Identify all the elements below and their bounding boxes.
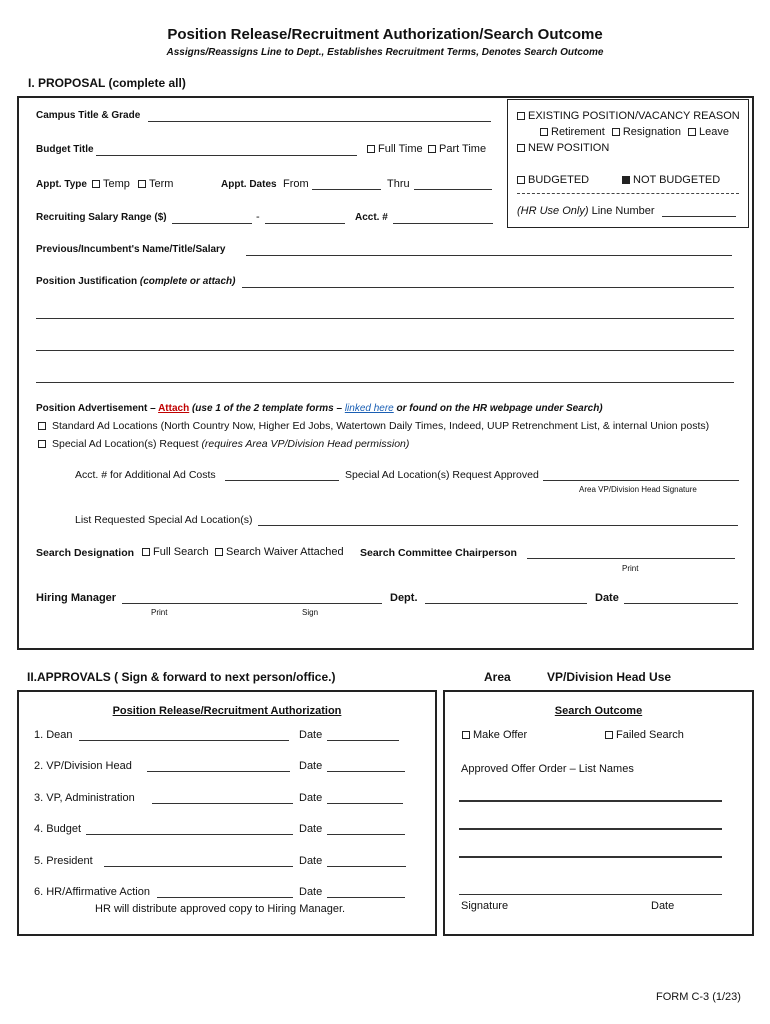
new-position-label: NEW POSITION [528, 142, 610, 154]
approver-5-signature-field[interactable] [104, 866, 293, 867]
area-label: Area [484, 670, 511, 684]
outcome-signature-line[interactable] [459, 894, 722, 895]
approver-3-label: 3. VP, Administration [34, 792, 135, 804]
special-ad-note: (requires Area VP/Division Head permission) [201, 438, 410, 450]
approver-5-date-field[interactable] [327, 866, 406, 867]
failed-search-option[interactable] [605, 729, 684, 741]
outcome-signature-caption: Signature [461, 900, 509, 912]
section1-heading: I. PROPOSAL (complete all) [28, 76, 186, 90]
approver-3-signature-field[interactable] [152, 803, 293, 804]
full-search-label: Full Search [153, 546, 209, 558]
part-time-checkbox[interactable] [428, 145, 436, 153]
approver-5-date-label: Date [299, 855, 323, 867]
budgeted-option[interactable] [517, 174, 589, 186]
full-time-checkbox[interactable] [367, 145, 375, 153]
approver-4-signature-field[interactable] [86, 834, 293, 835]
dept-field[interactable] [425, 603, 587, 604]
justification-line-1[interactable] [242, 287, 734, 288]
form-title: Position Release/Recruitment Authorization/Search Outcome [167, 26, 603, 43]
not-budgeted-option[interactable] [622, 174, 720, 186]
salary-dash: - [256, 211, 260, 223]
appt-dates-label: Appt. Dates [221, 179, 277, 190]
thru-date-field[interactable] [414, 189, 492, 190]
approvals-box [17, 690, 437, 936]
hr-divider [517, 193, 739, 194]
approver-4-date-field[interactable] [327, 834, 405, 835]
new-position-checkbox[interactable] [517, 144, 525, 152]
retirement-label: Retirement [551, 126, 605, 138]
existing-checkbox[interactable] [517, 112, 525, 120]
from-label: From [283, 178, 309, 190]
hiring-date-label: Date [595, 592, 619, 604]
budgeted-label: BUDGETED [528, 174, 590, 186]
campus-title-label: Campus Title & Grade [36, 110, 141, 121]
special-ad-label: Special Ad Location(s) Request [52, 438, 199, 450]
search-committee-field[interactable] [527, 558, 735, 559]
leave-checkbox[interactable] [688, 128, 696, 136]
from-date-field[interactable] [312, 189, 381, 190]
hr-distribution-note: HR will distribute approved copy to Hiring Manager. [95, 903, 346, 915]
existing-position-option[interactable] [517, 110, 740, 122]
special-approved-signature-field[interactable] [543, 480, 739, 481]
leave-label: Leave [699, 126, 729, 138]
justification-line-4[interactable] [36, 382, 734, 383]
vp-signature-caption: Area VP/Division Head Signature [579, 485, 697, 494]
salary-max-field[interactable] [265, 223, 345, 224]
line-number-row [517, 205, 655, 217]
approver-4-date-label: Date [299, 823, 323, 835]
hiring-manager-label: Hiring Manager [36, 592, 117, 604]
approver-3-date-field[interactable] [327, 803, 403, 804]
failed-search-checkbox[interactable] [605, 731, 613, 739]
approver-1-date-field[interactable] [327, 740, 399, 741]
acct-field[interactable] [393, 223, 493, 224]
make-offer-option[interactable] [462, 729, 527, 741]
dept-label: Dept. [390, 592, 418, 604]
standard-ad-checkbox[interactable] [38, 422, 46, 430]
part-time-label: Part Time [439, 143, 487, 155]
temp-checkbox[interactable] [92, 180, 100, 188]
appt-type-label: Appt. Type [36, 179, 87, 190]
justification-row [36, 276, 235, 287]
budget-title-label: Budget Title [36, 144, 94, 155]
approver-6-date-field[interactable] [327, 897, 405, 898]
search-waiver-option[interactable] [215, 546, 344, 558]
hiring-manager-sign-caption: Sign [302, 608, 319, 617]
approver-2-date-field[interactable] [327, 771, 405, 772]
approver-6-label: 6. HR/Affirmative Action [34, 886, 150, 898]
not-budgeted-label: NOT BUDGETED [633, 174, 721, 186]
approvals-title: Position Release/Recruitment Authorization [112, 705, 342, 717]
vacancy-reasons [540, 126, 729, 138]
temp-label: Temp [103, 178, 130, 190]
budget-title-field[interactable] [96, 155, 357, 156]
offer-name-line-2[interactable] [459, 828, 722, 830]
attach-link[interactable]: Attach [158, 403, 190, 414]
term-checkbox[interactable] [138, 180, 146, 188]
advert-note-1: (use 1 of the 2 template forms – [189, 403, 345, 414]
advert-note-2: or found on the HR webpage under Search) [393, 403, 603, 414]
term-option[interactable] [138, 178, 173, 190]
acct-label: Acct. # [355, 212, 388, 223]
thru-label: Thru [387, 178, 410, 190]
hiring-manager-print-caption: Print [151, 608, 168, 617]
standard-ad-option[interactable] [38, 420, 709, 432]
full-search-option[interactable] [142, 546, 209, 558]
search-committee-label: Search Committee Chairperson [360, 547, 517, 559]
temp-option[interactable] [92, 178, 130, 190]
linked-here-link[interactable]: linked here [344, 403, 394, 414]
hr-use-label: (HR Use Only) [517, 205, 589, 217]
offer-name-line-3[interactable] [459, 856, 722, 858]
approver-5-label: 5. President [34, 855, 93, 867]
campus-title-field[interactable] [148, 121, 491, 122]
previous-incumbent-label: Previous/Incumbent's Name/Title/Salary [36, 244, 226, 255]
special-ad-option[interactable] [38, 438, 409, 450]
approver-2-signature-field[interactable] [147, 771, 290, 772]
search-waiver-label: Search Waiver Attached [226, 546, 344, 558]
standard-ad-label: Standard Ad Locations (North Country Now, Higher Ed Jobs, Watertown Daily Times, Indeed, UUP Retrenchment List, & internal Union posts) [52, 420, 710, 432]
term-label: Term [149, 178, 174, 190]
make-offer-checkbox[interactable] [462, 731, 470, 739]
budgeted-checkbox[interactable] [517, 176, 525, 184]
search-waiver-checkbox[interactable] [215, 548, 223, 556]
list-requested-field[interactable] [258, 525, 738, 526]
offer-name-line-1[interactable] [459, 800, 722, 802]
vp-use-label: VP/Division Head Use [547, 670, 672, 684]
previous-incumbent-field[interactable] [246, 255, 732, 256]
special-approved-label: Special Ad Location(s) Request Approved [345, 469, 539, 481]
search-outcome-title: Search Outcome [554, 705, 643, 717]
form-subtitle: Assigns/Reassigns Line to Dept., Establishes Recruitment Terms, Denotes Search Outcome [166, 47, 604, 58]
salary-range-label: Recruiting Salary Range ($) [36, 212, 167, 223]
list-requested-label: List Requested Special Ad Location(s) [75, 514, 253, 526]
advertisement-row [36, 403, 603, 414]
committee-print-caption: Print [622, 564, 639, 573]
resignation-label: Resignation [622, 126, 681, 138]
advertisement-label: Position Advertisement – [36, 403, 159, 414]
approver-6-date-label: Date [299, 886, 323, 898]
section2-heading: II.APPROVALS ( Sign & forward to next person/office.) [27, 670, 336, 684]
salary-min-field[interactable] [172, 223, 252, 224]
justification-line-3[interactable] [36, 350, 734, 351]
full-search-checkbox[interactable] [142, 548, 150, 556]
line-number-label: Line Number [591, 205, 655, 217]
approved-offer-label: Approved Offer Order – List Names [461, 763, 634, 775]
full-time-label: Full Time [378, 143, 423, 155]
form-code: FORM C-3 (1/23) [656, 991, 741, 1003]
approver-6-signature-field[interactable] [157, 897, 293, 898]
resignation-checkbox[interactable] [612, 128, 620, 136]
approver-1-signature-field[interactable] [79, 740, 289, 741]
retirement-checkbox[interactable] [540, 128, 548, 136]
hiring-date-field[interactable] [624, 603, 738, 604]
part-time-option[interactable] [428, 143, 486, 155]
line-number-field[interactable] [662, 216, 736, 217]
hiring-manager-field[interactable] [122, 603, 382, 604]
special-ad-checkbox[interactable] [38, 440, 46, 448]
acct-additional-field[interactable] [225, 480, 339, 481]
outcome-date-caption: Date [651, 900, 675, 912]
justification-label: Position Justification [36, 276, 138, 287]
approver-4-label: 4. Budget [34, 823, 82, 835]
full-time-option[interactable] [367, 143, 423, 155]
justification-note: (complete or attach) [139, 276, 236, 287]
new-position-option[interactable] [517, 142, 609, 154]
existing-label: EXISTING POSITION/VACANCY REASON [528, 110, 740, 122]
approver-2-date-label: Date [299, 760, 323, 772]
justification-line-2[interactable] [36, 318, 734, 319]
search-designation-label: Search Designation [36, 547, 135, 559]
approver-3-date-label: Date [299, 792, 323, 804]
acct-additional-label: Acct. # for Additional Ad Costs [75, 469, 216, 481]
make-offer-label: Make Offer [473, 729, 528, 741]
approver-1-label: 1. Dean [34, 729, 73, 741]
not-budgeted-checkbox[interactable] [622, 176, 630, 184]
approver-1-date-label: Date [299, 729, 323, 741]
failed-search-label: Failed Search [616, 729, 684, 741]
approver-2-label: 2. VP/Division Head [34, 760, 132, 772]
